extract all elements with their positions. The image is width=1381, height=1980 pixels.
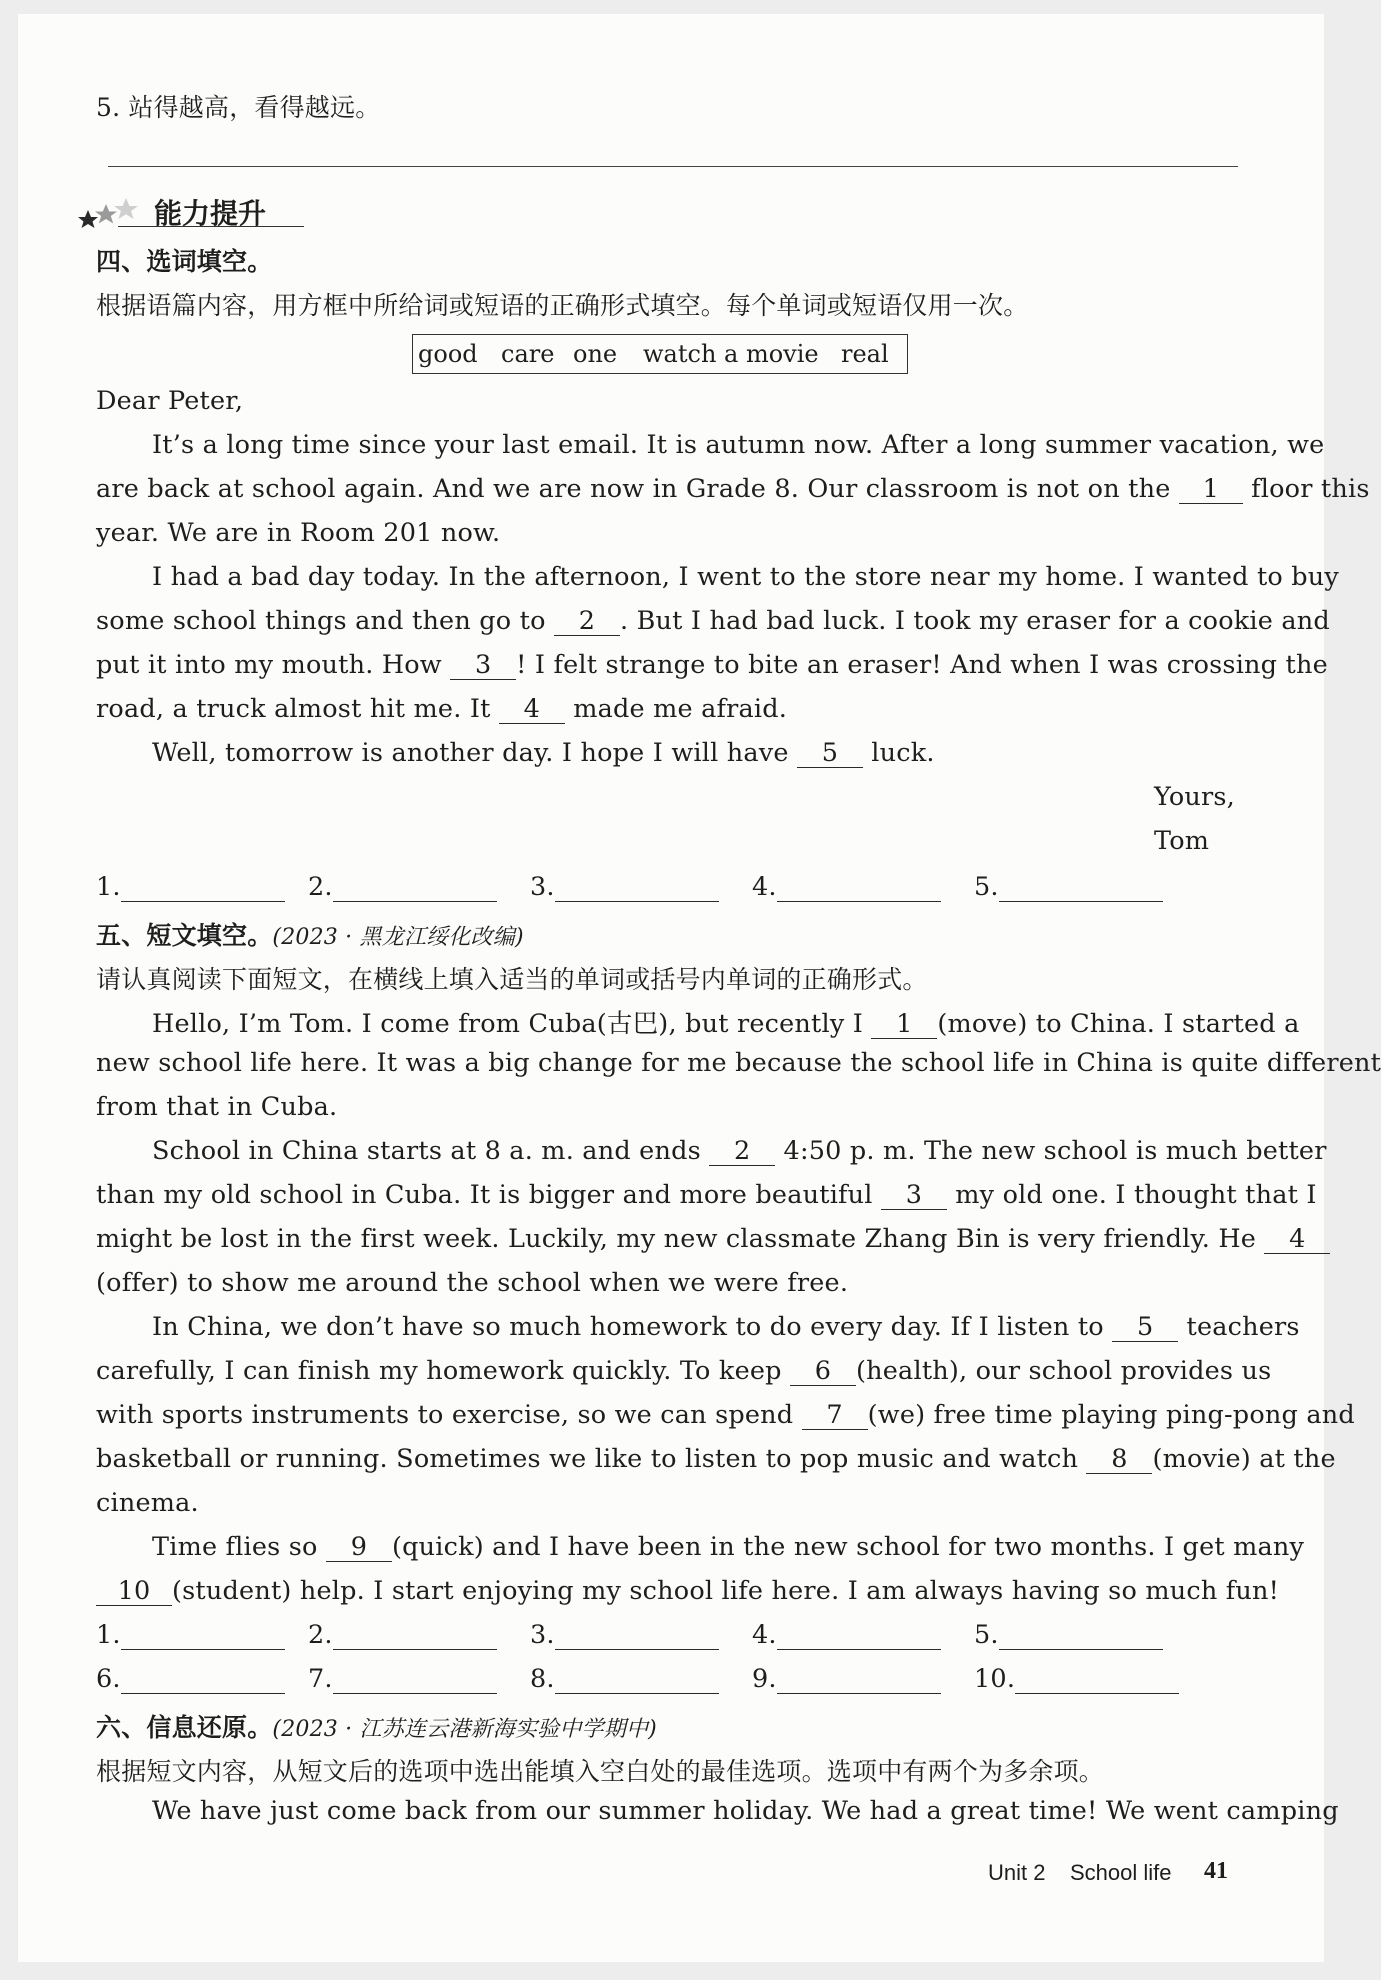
answer-2[interactable]: 2. (308, 1620, 497, 1650)
passage-line: cinema. (96, 1488, 199, 1518)
s6-instruction: 根据短文内容，从短文后的选项中选出能填入空白处的最佳选项。选项中有两个为多余项。 (96, 1757, 1105, 1786)
passage-line: (offer) to show me around the school when we were free. (96, 1268, 849, 1298)
blank-9[interactable]: 9 (326, 1533, 392, 1562)
blank-4[interactable]: 4 (499, 695, 565, 724)
answer-1[interactable]: 1. (96, 872, 285, 902)
page-number: 41 (1204, 1858, 1228, 1884)
letter-line: Well, tomorrow is another day. I hope I will have 5 luck. (152, 738, 935, 768)
passage-line: We have just come back from our summer holiday. We had a great time! We went camping (152, 1796, 1339, 1826)
s6-source: (2023 · 江苏连云港新海实验中学期中) (272, 1717, 657, 1742)
blank-7[interactable]: 7 (802, 1401, 868, 1430)
letter-line: year. We are in Room 201 now. (96, 518, 501, 548)
blank-3[interactable]: 3 (881, 1181, 947, 1210)
word-box (412, 334, 908, 374)
section-divider (108, 166, 1238, 167)
answer-3[interactable]: 3. (530, 1620, 719, 1650)
blank-2[interactable]: 2 (554, 607, 620, 636)
blank-10[interactable]: 10 (96, 1577, 172, 1606)
s6-heading-row (96, 1708, 657, 1744)
letter-closing: Yours, (1154, 782, 1235, 812)
top-sentence: 5. 站得越高，看得越远。 (96, 93, 381, 122)
word-box-item: watch a movie (643, 340, 819, 368)
answer-9[interactable]: 9. (752, 1664, 941, 1694)
s5-instruction: 请认真阅读下面短文，在横线上填入适当的单词或括号内单词的正确形式。 (96, 965, 928, 994)
passage-line: In China, we don’t have so much homework to do every day. If I listen to 5 teachers (152, 1312, 1300, 1342)
stars-icon (76, 190, 148, 230)
passage-line: might be lost in the first week. Luckily, my new classmate Zhang Bin is very friendly. He 4 (96, 1224, 1330, 1254)
letter-line: some school things and then go to 2 . But I had bad luck. I took my eraser for a cookie and (96, 606, 1330, 636)
passage-line: Time flies so 9 (quick) and I have been in the new school for two months. I get many (152, 1532, 1305, 1562)
workbook-page (18, 14, 1381, 1962)
answer-7[interactable]: 7. (308, 1664, 497, 1694)
banner-title: 能力提升 (154, 197, 267, 230)
passage-line: with sports instruments to exercise, so we can spend 7 (we) free time playing ping-pong and (96, 1400, 1355, 1430)
footer-topic: School life (1070, 1860, 1172, 1885)
letter-line: put it into my mouth. How 3 ! I felt strange to bite an eraser! And when I was crossing the (96, 650, 1328, 680)
footer-unit: Unit 2 (988, 1860, 1046, 1885)
answer-1[interactable]: 1. (96, 1620, 285, 1650)
passage-line: carefully, I can finish my homework quickly. To keep 6 (health), our school provides us (96, 1356, 1272, 1386)
s5-heading-row (96, 916, 524, 952)
answer-10[interactable]: 10. (974, 1664, 1179, 1694)
passage-line: Hello, I’m Tom. I come from Cuba(古巴), but recently I 1 (move) to China. I started a (152, 1009, 1300, 1039)
answer-6[interactable]: 6. (96, 1664, 285, 1694)
answer-8[interactable]: 8. (530, 1664, 719, 1694)
passage-line: new school life here. It was a big change for me because the school life in China is quite different (96, 1048, 1381, 1078)
answer-5[interactable]: 5. (974, 1620, 1163, 1650)
answer-2[interactable]: 2. (308, 872, 497, 902)
s4-instruction: 根据语篇内容，用方框中所给词或短语的正确形式填空。每个单词或短语仅用一次。 (96, 291, 1029, 320)
s6-heading: 六、信息还原。 (96, 1713, 273, 1742)
answer-5[interactable]: 5. (974, 872, 1163, 902)
s5-heading: 五、短文填空。 (96, 921, 273, 950)
blank-5[interactable]: 5 (1112, 1313, 1178, 1342)
blank-3[interactable]: 3 (450, 651, 516, 680)
passage-line: 10 (student) help. I start enjoying my school life here. I am always having so much fun! (96, 1576, 1279, 1606)
passage-line: School in China starts at 8 a. m. and ends 2 4:50 p. m. The new school is much better (152, 1136, 1327, 1166)
passage-line: basketball or running. Sometimes we like to listen to pop music and watch 8 (movie) at the (96, 1444, 1336, 1474)
word-box-item: good (418, 340, 478, 368)
letter-line: are back at school again. And we are now in Grade 8. Our classroom is not on the 1 floor this (96, 474, 1370, 504)
blank-1[interactable]: 1 (1179, 475, 1243, 504)
letter-greeting: Dear Peter, (96, 386, 244, 416)
answer-3[interactable]: 3. (530, 872, 719, 902)
letter-signature: Tom (1154, 826, 1210, 856)
blank-6[interactable]: 6 (790, 1357, 856, 1386)
answer-4[interactable]: 4. (752, 1620, 941, 1650)
banner-underline (118, 226, 304, 227)
word-box-item: care (501, 340, 555, 368)
blank-5[interactable]: 5 (797, 739, 863, 768)
passage-line: than my old school in Cuba. It is bigger and more beautiful 3 my old one. I thought that I (96, 1180, 1317, 1210)
blank-2[interactable]: 2 (709, 1137, 775, 1166)
blank-8[interactable]: 8 (1086, 1445, 1152, 1474)
word-box-item: real (841, 340, 889, 368)
s4-heading: 四、选词填空。 (96, 247, 273, 276)
passage-line: from that in Cuba. (96, 1092, 338, 1122)
blank-1[interactable]: 1 (871, 1010, 937, 1039)
letter-line: road, a truck almost hit me. It 4 made me afraid. (96, 694, 788, 724)
answer-4[interactable]: 4. (752, 872, 941, 902)
blank-4[interactable]: 4 (1264, 1225, 1330, 1254)
ability-banner (76, 190, 306, 230)
s5-source: (2023 · 黑龙江绥化改编) (272, 925, 524, 950)
letter-line: It’s a long time since your last email. It is autumn now. After a long summer vacation, we (152, 430, 1325, 460)
word-box-item: one (573, 340, 618, 368)
letter-line: I had a bad day today. In the afternoon, I went to the store near my home. I wanted to buy (152, 562, 1340, 592)
